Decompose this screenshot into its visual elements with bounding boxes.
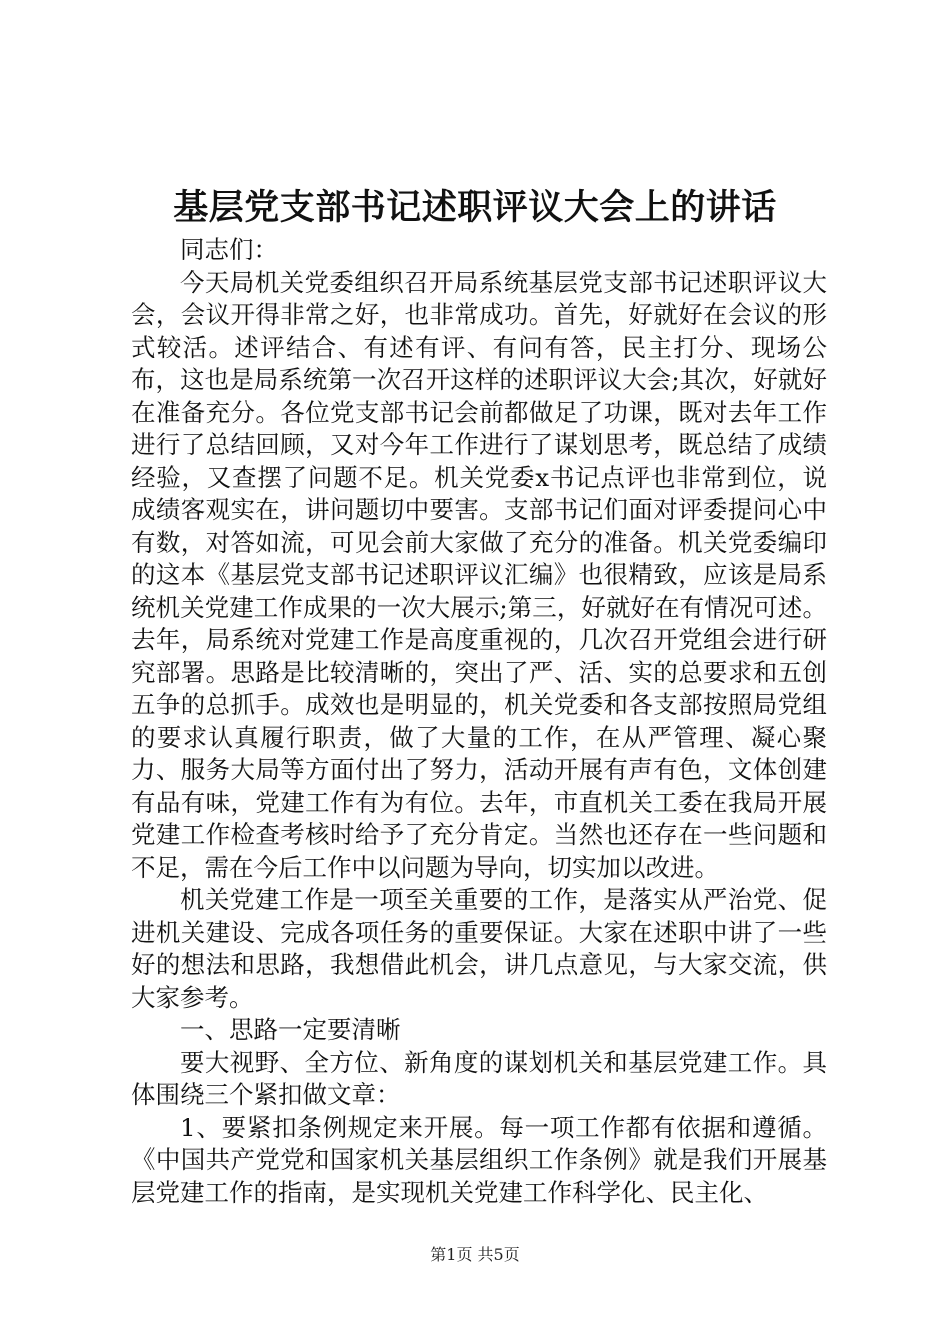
salutation-paragraph: 同志们：	[180, 235, 278, 264]
body-paragraph: 机关党建工作是一项至关重要的工作，是落实从严治党、促进机关建设、完成各项任务的重要保证。大家在述职中讲了一些好的想法和思路，我想借此机会，讲几点意见，与大家交流，供大家参考。	[131, 885, 827, 1012]
page-footer: 第1页 共5页	[430, 1245, 520, 1264]
body-paragraph: 1、要紧扣条例规定来开展。每一项工作都有依据和遵循。《中国共产党党和国家机关基层组织工作条例》就是我们开展基层党建工作的指南，是实现机关党建工作科学化、民主化、	[131, 1112, 827, 1207]
section-heading: 一、思路一定要清晰	[180, 1015, 401, 1044]
document-title: 基层党支部书记述职评议大会上的讲话	[173, 187, 777, 228]
document-body	[131, 234, 827, 1209]
body-paragraph: 今天局机关党委组织召开局系统基层党支部书记述职评议大会，会议开得非常之好，也非常成功。首先，好就好在会议的形式较活。述评结合、有述有评、有问有答，民主打分、现场公布，这也是局系统第一次召开这样的述职评议大会;其次，好就好在准备充分。各位党支部书记会前都做足了功课，既对去年工作进行了总结回顾，又对今年工作进行了谋划思考，既总结了成绩经验，又查摆了问题不足。机关党委x书记点评也非常到位，说成绩客观实在，讲问题切中要害。支部书记们面对评委提问心中有数，对答如流，可见会前大家做了充分的准备。机关党委编印的这本《基层党支部书记述职评议汇编》也很精致，应该是局系统机关党建工作成果的一次大展示;第三，好就好在有情况可述。去年，局系统对党建工作是高度重视的，几次召开党组会进行研究部署。思路是比较清晰的，突出了严、活、实的总要求和五创五争的总抓手。成效也是明显的，机关党委和各支部按照局党组的要求认真履行职责，做了大量的工作，在从严管理、凝心聚力、服务大局等方面付出了努力，活动开展有声有色，文体创建有品有味，党建工作有为有位。去年，市直机关工委在我局开展党建工作检查考核时给予了充分肯定。当然也还存在一些问题和不足，需在今后工作中以问题为导向，切实加以改进。	[131, 267, 827, 882]
body-paragraph: 要大视野、全方位、新角度的谋划机关和基层党建工作。具体围绕三个紧扣做文章：	[131, 1047, 827, 1109]
